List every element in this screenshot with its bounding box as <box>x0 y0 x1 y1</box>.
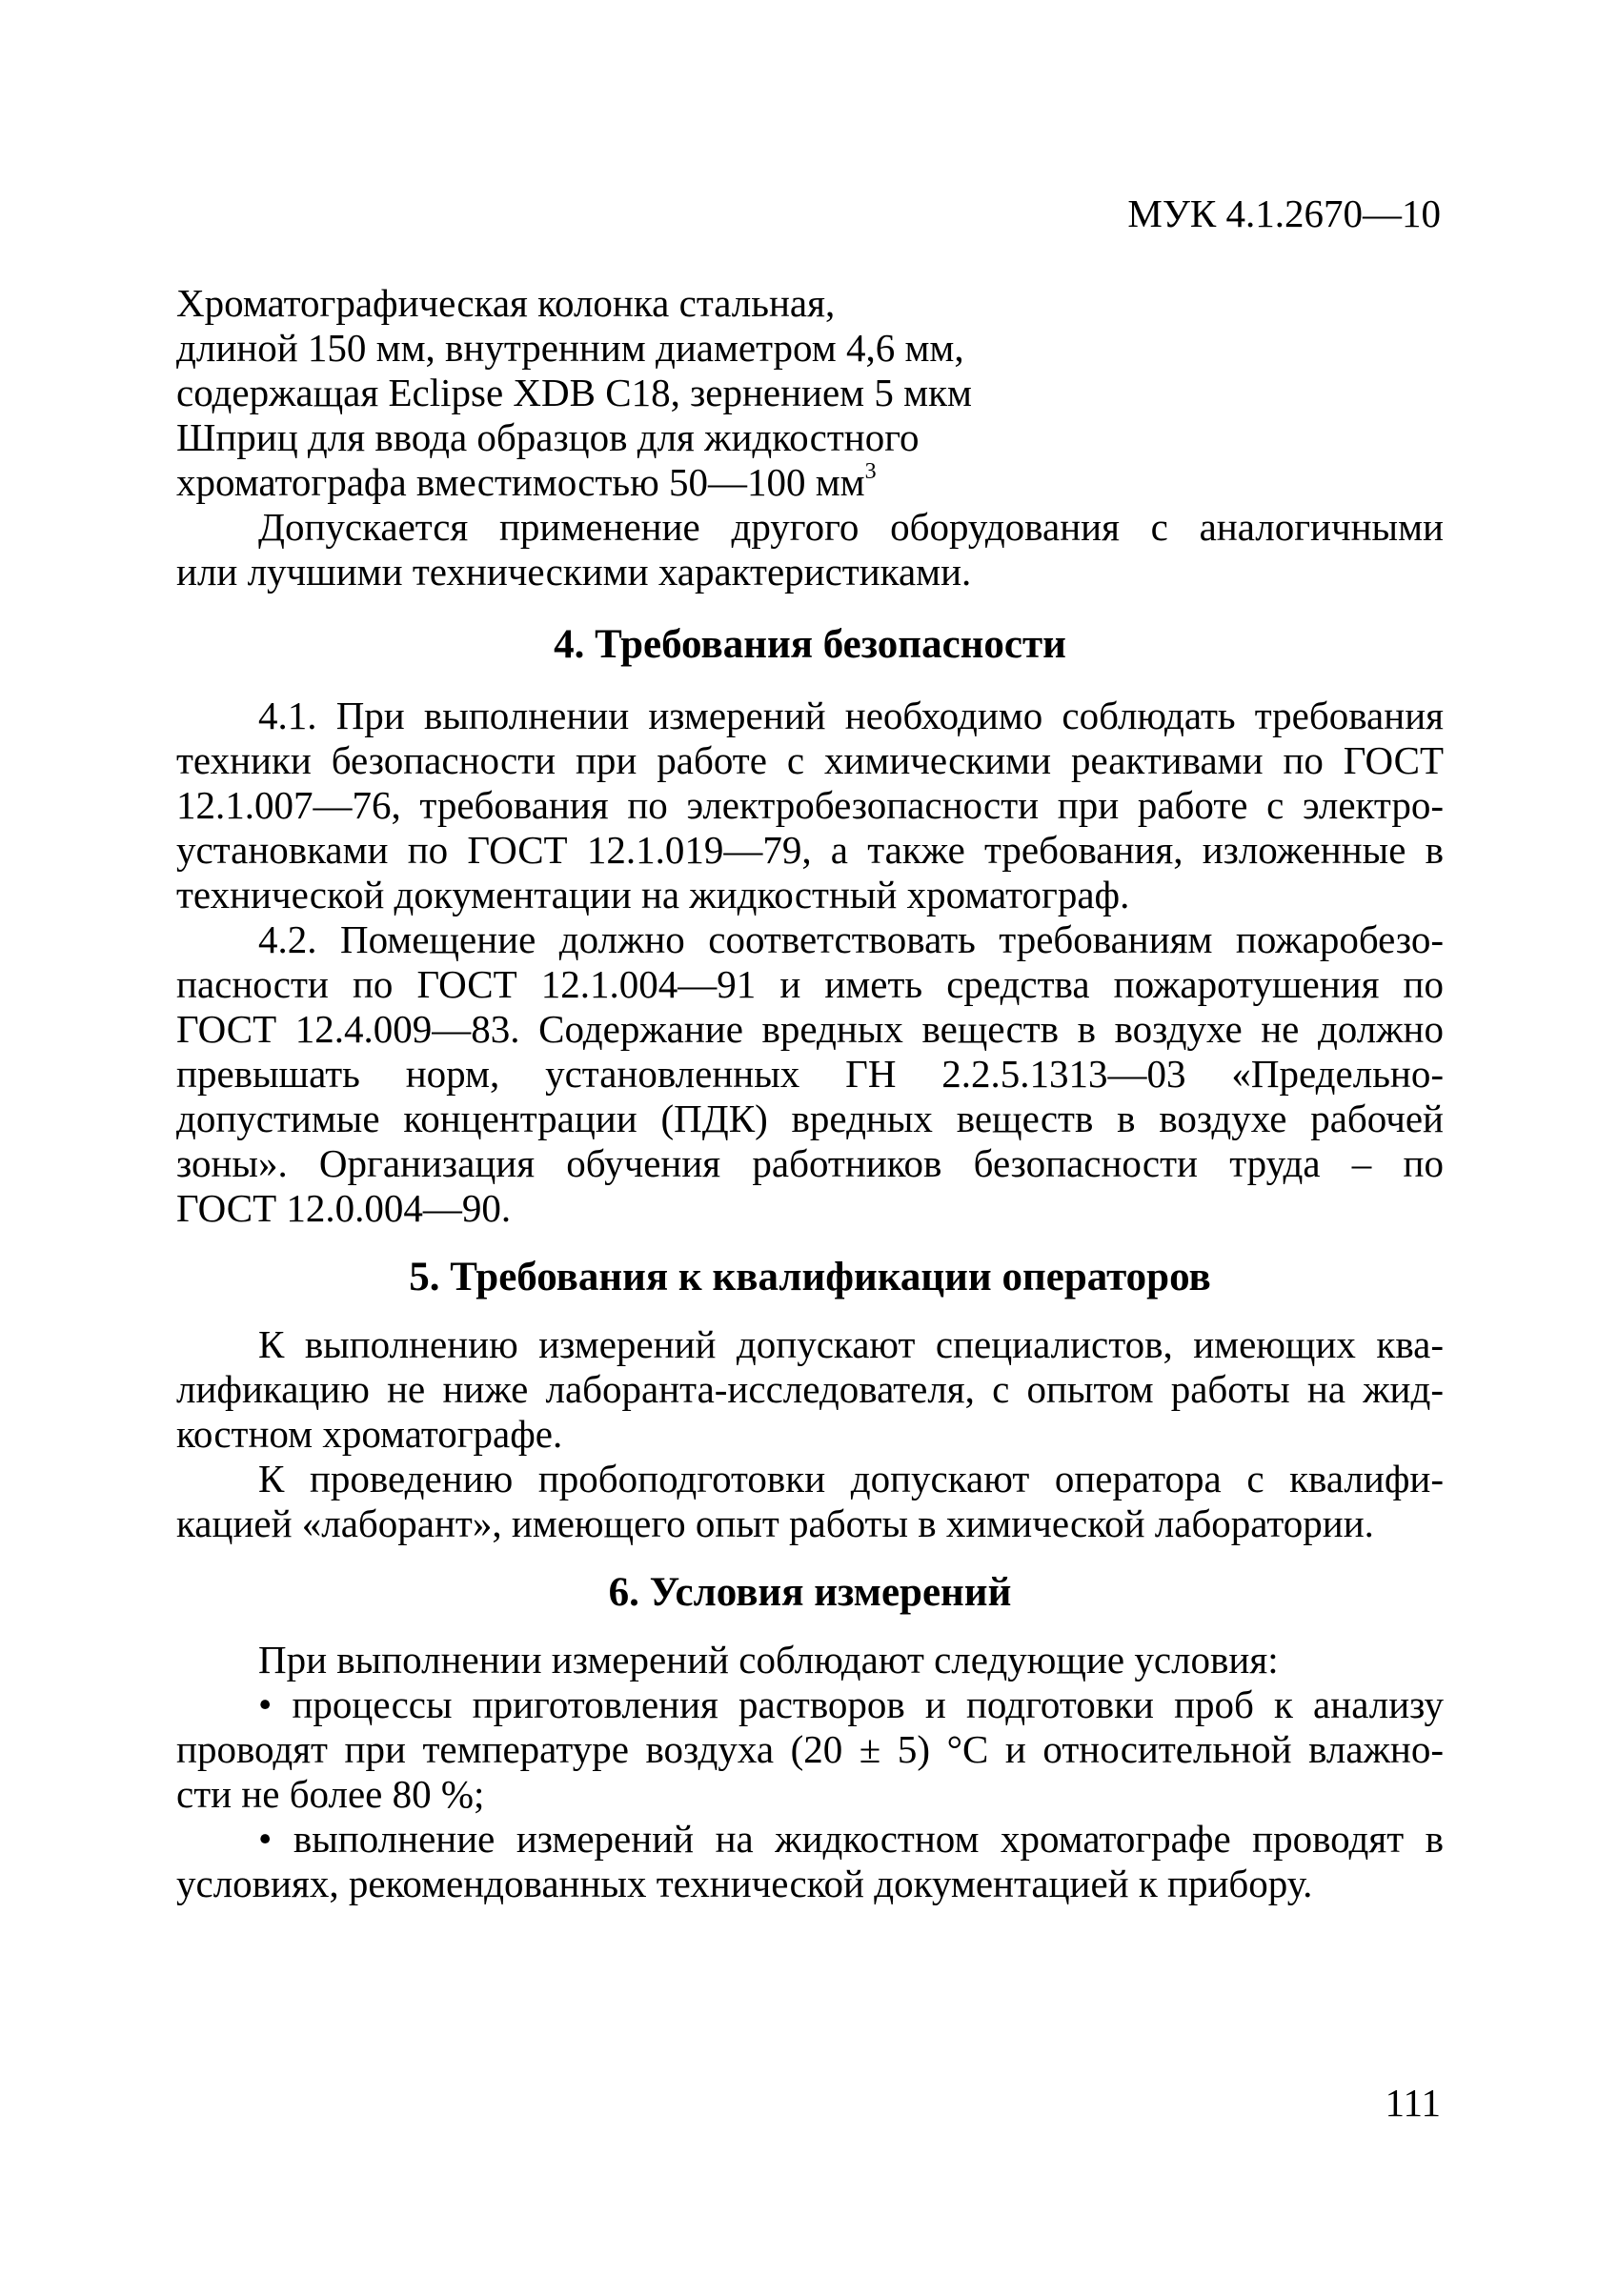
text-line: костном хроматографе. <box>176 1412 563 1456</box>
unit-superscript: 3 <box>864 459 877 484</box>
document-code: МУК 4.1.2670—10 <box>1127 191 1441 235</box>
text-line: пасности по ГОСТ 12.1.004—91 и иметь средства пожаротушения по <box>176 962 1444 1006</box>
section-5-heading: 5. Требования к квалификации операторов <box>409 1255 1211 1299</box>
section-6-heading: 6. Условия измерений <box>608 1570 1012 1615</box>
text-line: лификацию не ниже лаборанта-исследователя, с опытом работы на жид- <box>176 1367 1444 1411</box>
condition-bullet-instrument <box>176 1817 1444 1906</box>
text-line: К проведению пробоподготовки допускают оператора с квалифи- <box>258 1457 1444 1500</box>
page-number: 111 <box>1385 2081 1441 2125</box>
text-line: Шприц для ввода образцов для жидкостного <box>176 415 920 459</box>
section-5-paragraph-2 <box>176 1457 1444 1546</box>
text-line: 12.1.007—76, требования по электробезопасности при работе с электро- <box>176 783 1444 827</box>
text-line: ГОСТ 12.4.009—83. Содержание вредных веществ в воздухе не должно <box>176 1007 1444 1051</box>
text-line: или лучшими техническими характеристиками. <box>176 550 972 594</box>
text-line: проводят при температуре воздуха (20 ± 5) °С и относительной влажно- <box>176 1727 1444 1771</box>
text-line: 4.1. При выполнении измерений необходимо соблюдать требования <box>258 694 1444 737</box>
text-line: • выполнение измерений на жидкостном хроматографе проводят в <box>258 1817 1444 1861</box>
text-line: ГОСТ 12.0.004—90. <box>176 1186 512 1230</box>
text-line: При выполнении измерений соблюдают следующие условия: <box>258 1638 1279 1682</box>
text-line: содержащая Eclipse XDB C18, зернением 5 мкм <box>176 371 972 414</box>
text-line: сти не более 80 %; <box>176 1772 485 1816</box>
text-line: • процессы приготовления растворов и подготовки проб к анализу <box>258 1682 1444 1726</box>
equipment-syringe-item <box>176 415 1444 505</box>
text-line: Допускается применение другого оборудования с аналогичными <box>258 505 1444 549</box>
text-line: допустимые концентрации (ПДК) вредных веществ в воздухе рабочей <box>176 1097 1444 1140</box>
condition-bullet-temperature <box>176 1682 1444 1817</box>
text-line: условиях, рекомендованных технической документацией к прибору. <box>176 1862 1313 1905</box>
section-4-paragraph-1 <box>176 694 1444 917</box>
section-4-heading: 4. Требования безопасности <box>554 622 1066 667</box>
equipment-note <box>176 505 1444 594</box>
text-line <box>176 460 1444 505</box>
syringe-volume-text: хроматографа вместимостью 50—100 мм <box>176 460 865 504</box>
text-line: техники безопасности при работе с химическими реактивами по ГОСТ <box>176 738 1444 782</box>
text-line: установками по ГОСТ 12.1.019—79, а также требования, изложенные в <box>176 828 1444 872</box>
text-line: технической документации на жидкостный хроматограф. <box>176 873 1130 916</box>
text-line: превышать норм, установленных ГН 2.2.5.1313—03 «Предельно- <box>176 1052 1444 1096</box>
text-line: зоны». Организация обучения работников безопасности труда – по <box>176 1141 1444 1185</box>
page-content <box>176 281 1444 1906</box>
text-line: 4.2. Помещение должно соответствовать требованиям пожаробезо- <box>258 917 1444 961</box>
text-line: К выполнению измерений допускают специалистов, имеющих ква- <box>258 1322 1444 1366</box>
text-line: Хроматографическая колонка стальная, <box>176 281 836 325</box>
equipment-column-item <box>176 281 1444 415</box>
text-line: кацией «лаборант», имеющего опыт работы в химической лаборатории. <box>176 1501 1374 1545</box>
section-4-paragraph-2 <box>176 917 1444 1231</box>
section-5-paragraph-1 <box>176 1322 1444 1457</box>
text-line: длиной 150 мм, внутренним диаметром 4,6 мм, <box>176 326 964 370</box>
section-6-intro <box>176 1638 1444 1682</box>
